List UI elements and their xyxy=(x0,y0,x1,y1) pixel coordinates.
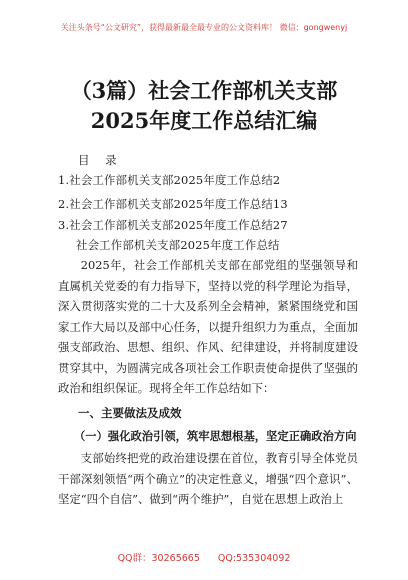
header-banner: 关注头条号“公文研究”，获得最新最全最专业的公文资料库！ 微信：gongwenyj xyxy=(60,23,348,32)
footer-contact xyxy=(0,550,408,564)
body-paragraph: 支部始终把党的政治建设摆在首位，教育引导全体党员干部深刻领悟“两个确立”的决定性意义，增强“四个意识”、坚定“四个自信”、做到“两个维护”，自觉在思想上政治上 xyxy=(58,451,358,506)
section-subtitle: 社会工作部机关支部2025年度工作总结 xyxy=(76,238,280,252)
subsection-heading: （一）强化政治引领，筑牢思想根基，坚定正确政治方向 xyxy=(74,430,357,443)
section-heading: 一、主要做法及成效 xyxy=(78,406,182,420)
qq-number-text: QQ:535304092 xyxy=(217,553,291,564)
intro-paragraph: 2025年，社会工作部机关支部在部党组的坚强领导和直属机关党委的有力指导下，坚持以党的科学理论为指导，深入贯彻落实党的二十大及系列全会精神，紧紧围绕党和国家工作大局以及部中心任务，以提升组织力为重点，全面加强支部政治、思想、组织、作风、纪律建设，并将制度建设贯穿其中，为圆满完成各项社会工作职责使命提供了坚强的政治和组织保证。现将全年工作总结如下： xyxy=(58,258,358,395)
document-title: （3篇）社会工作部机关支部2025年度工作总结汇编 xyxy=(70,78,338,133)
qq-group-text: QQ群：30265665 xyxy=(117,553,200,564)
toc-item: 3.社会工作部机关支部2025年度工作总结27 xyxy=(58,218,288,232)
toc-heading: 目 录 xyxy=(78,153,123,167)
toc-item: 1.社会工作部机关支部2025年度工作总结2 xyxy=(58,173,281,187)
toc-item: 2.社会工作部机关支部2025年度工作总结13 xyxy=(58,197,288,211)
